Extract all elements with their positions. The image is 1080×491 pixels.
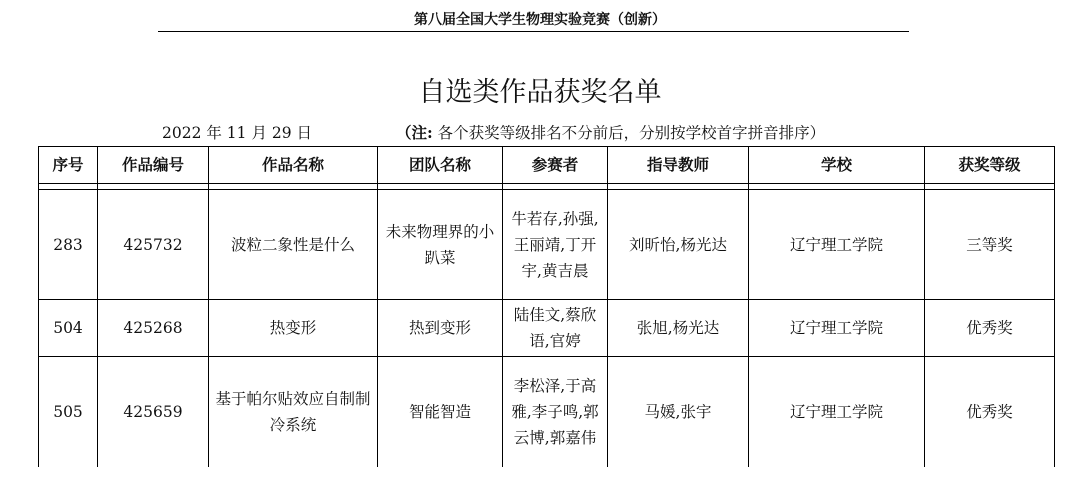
column-header: 作品名称: [209, 147, 378, 184]
school: 辽宁理工学院: [749, 357, 925, 467]
work-name: 基于帕尔贴效应自制制冷系统: [209, 357, 378, 467]
document-header: 第八届全国大学生物理实验竞赛（创新）: [414, 12, 666, 28]
column-header: 团队名称: [378, 147, 503, 184]
school: 辽宁理工学院: [749, 190, 925, 300]
members: 陆佳文,蔡欣语,官婷: [503, 300, 608, 357]
row-number: 505: [39, 357, 98, 467]
members: 李松泽,于高雅,李子鸣,郭云博,郭嘉伟: [503, 357, 608, 467]
header-rule: [158, 31, 909, 32]
column-header: 参赛者: [503, 147, 608, 184]
award-level: 三等奖: [925, 190, 1055, 300]
school: 辽宁理工学院: [749, 300, 925, 357]
advisors: 马媛,张宇: [608, 357, 749, 467]
award-level: 优秀奖: [925, 357, 1055, 467]
work-name: 波粒二象性是什么: [209, 190, 378, 300]
award-level: 优秀奖: [925, 300, 1055, 357]
note-label: （注:: [396, 123, 433, 142]
row-number: 504: [39, 300, 98, 357]
column-header: 指导教师: [608, 147, 749, 184]
column-header: 获奖等级: [925, 147, 1055, 184]
column-header: 学校: [749, 147, 925, 184]
note-text: 各个获奖等级排名不分前后，分别按学校首字拼音排序）: [432, 124, 826, 142]
advisors: 张旭,杨光达: [608, 300, 749, 357]
awards-table: [38, 146, 1055, 467]
advisors: 刘昕怡,杨光达: [608, 190, 749, 300]
table-row: [39, 300, 1055, 357]
team-name: 热到变形: [378, 300, 503, 357]
table-row: [39, 190, 1055, 300]
row-number: 283: [39, 190, 98, 300]
ranking-note: [396, 121, 825, 143]
members: 牛若存,孙强,王丽靖,丁开宇,黄吉晨: [503, 190, 608, 300]
table-row: [39, 357, 1055, 467]
work-id: 425268: [98, 300, 209, 357]
work-name: 热变形: [209, 300, 378, 357]
work-id: 425659: [98, 357, 209, 467]
page-title: 自选类作品获奖名单: [418, 77, 662, 108]
table-header-row: [39, 147, 1055, 184]
team-name: 未来物理界的小趴菜: [378, 190, 503, 300]
document-date: 2022 年 11 月 29 日: [162, 124, 313, 142]
team-name: 智能智造: [378, 357, 503, 467]
column-header: 序号: [39, 147, 98, 184]
work-id: 425732: [98, 190, 209, 300]
column-header: 作品编号: [98, 147, 209, 184]
